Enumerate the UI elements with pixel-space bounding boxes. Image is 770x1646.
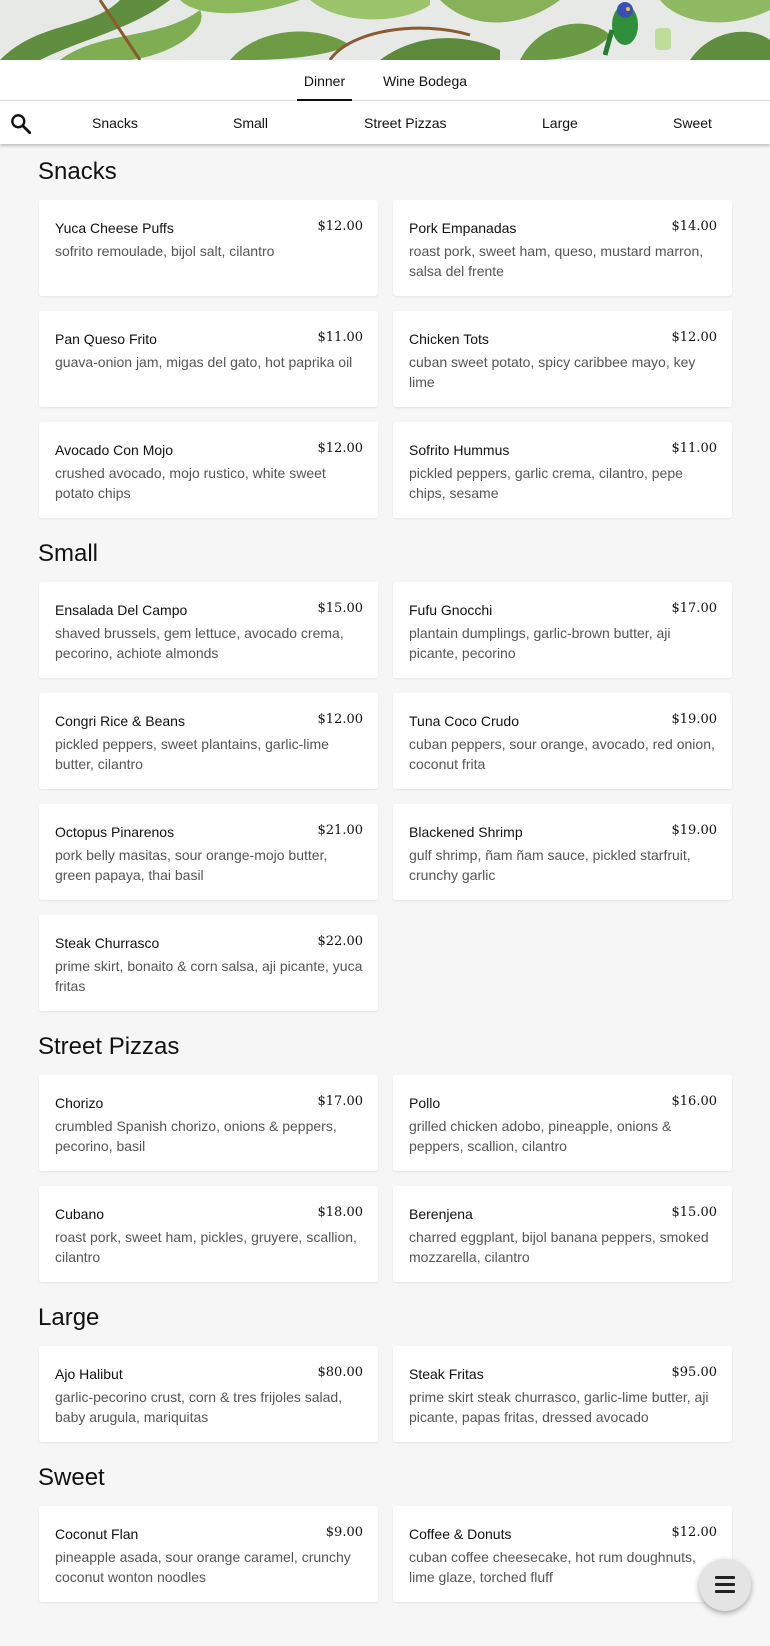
item-price: $12.00 [671,330,717,345]
section-title-street-pizzas: Street Pizzas [38,1033,180,1060]
menu-item-card[interactable] [39,311,378,407]
item-description: prime skirt, bonaito & corn salsa, aji picante, yuca fritas [55,958,363,994]
item-price: $12.00 [317,712,363,727]
item-name: Chorizo [55,1095,104,1111]
item-price: $11.00 [317,330,363,345]
item-price: $17.00 [671,601,717,616]
item-name: Steak Churrasco [55,935,160,951]
category-nav [0,101,770,144]
item-price: $12.00 [317,219,363,234]
item-price: $21.00 [317,823,363,838]
category-link-sweet[interactable]: Sweet [673,115,712,131]
menu-item-card[interactable] [39,1186,378,1282]
section-title-sweet: Sweet [38,1464,105,1491]
item-description: roast pork, sweet ham, pickles, gruyere, scallion, cilantro [55,1229,357,1265]
item-description: garlic-pecorino crust, corn & tres frijoles salad, baby arugula, mariquitas [55,1389,343,1425]
menu-item-card[interactable] [393,1346,732,1442]
item-price: $12.00 [317,441,363,456]
item-price: $95.00 [671,1365,717,1380]
menu-item-card[interactable] [39,582,378,678]
menu-item-card[interactable] [39,422,378,518]
item-name: Pan Queso Frito [55,331,157,347]
menu-item-card[interactable] [393,1506,732,1602]
item-description: plantain dumplings, garlic-brown butter, aji picante, pecorino [409,625,671,661]
item-price: $15.00 [671,1205,717,1220]
item-description: sofrito remoulade, bijol salt, cilantro [55,243,275,259]
item-description: charred eggplant, bijol banana peppers, smoked mozzarella, cilantro [409,1229,709,1265]
menu-item-card[interactable] [39,200,378,296]
item-description: grilled chicken adobo, pineapple, onions & peppers, scallion, cilantro [409,1118,672,1154]
menu-item-card[interactable] [393,1186,732,1282]
item-name: Octopus Pinarenos [55,824,175,840]
item-name: Tuna Coco Crudo [409,713,519,729]
item-name: Blackened Shrimp [409,824,523,840]
item-price: $80.00 [317,1365,363,1380]
item-price: $9.00 [325,1525,363,1540]
item-description: prime skirt steak churrasco, garlic-lime butter, aji picante, papas fritas, dressed avocado [409,1389,709,1425]
search-button[interactable] [8,111,34,137]
item-name: Ajo Halibut [55,1366,123,1382]
category-link-small[interactable]: Small [233,115,269,131]
menu-item-card[interactable] [393,311,732,407]
item-description: crumbled Spanish chorizo, onions & peppers, pecorino, basil [55,1118,337,1154]
menu-item-card[interactable] [393,804,732,900]
item-price: $22.00 [317,934,363,949]
item-name: Pork Empanadas [409,220,517,236]
item-description: crushed avocado, mojo rustico, white sweet potato chips [55,465,326,501]
item-description: gulf shrimp, ñam ñam sauce, pickled starfruit, crunchy garlic [409,847,691,883]
menu-item-card[interactable] [39,693,378,789]
item-name: Yuca Cheese Puffs [55,220,174,236]
item-description: pickled peppers, garlic crema, cilantro, pepe chips, sesame [409,465,683,501]
item-name: Fufu Gnocchi [409,602,493,618]
tab-wine-bodega[interactable]: Wine Bodega [382,73,468,89]
item-description: pineapple asada, sour orange caramel, crunchy coconut wonton noodles [55,1549,351,1585]
menu-item-card[interactable] [393,1075,732,1171]
hero-banner [0,0,770,60]
menu-item-card[interactable] [393,200,732,296]
item-name: Steak Fritas [409,1366,484,1382]
item-description: cuban sweet potato, spicy caribbee mayo, key lime [409,354,696,390]
item-name: Sofrito Hummus [409,442,510,458]
menu-item-card[interactable] [393,693,732,789]
menu-item-card[interactable] [39,1075,378,1171]
item-price: $16.00 [671,1094,717,1109]
item-price: $15.00 [317,601,363,616]
item-name: Berenjena [409,1206,473,1222]
item-name: Coffee & Donuts [409,1526,512,1542]
item-price: $19.00 [671,823,717,838]
category-link-snacks[interactable]: Snacks [92,115,138,131]
item-description: roast pork, sweet ham, queso, mustard marron, salsa del frente [409,243,704,279]
item-name: Ensalada Del Campo [55,602,188,618]
item-name: Coconut Flan [55,1526,139,1542]
item-price: $19.00 [671,712,717,727]
item-description: cuban peppers, sour orange, avocado, red onion, coconut frita [409,736,715,772]
menu-fab-button[interactable] [699,1559,751,1611]
tropical-leaves-image [0,0,770,60]
menu-item-card[interactable] [393,582,732,678]
item-name: Avocado Con Mojo [55,442,174,458]
item-description: cuban coffee cheesecake, hot rum doughnuts, lime glaze, torched fluff [409,1549,696,1585]
item-description: shaved brussels, gem lettuce, avocado crema, pecorino, achiote almonds [55,625,344,661]
section-title-large: Large [38,1304,100,1331]
item-price: $12.00 [671,1525,717,1540]
item-description: pork belly masitas, sour orange-mojo butter, green papaya, thai basil [55,847,328,883]
item-price: $11.00 [671,441,717,456]
item-description: pickled peppers, sweet plantains, garlic-lime butter, cilantro [55,736,329,772]
item-name: Chicken Tots [409,331,489,347]
item-name: Cubano [55,1206,105,1222]
item-description: guava-onion jam, migas del gato, hot paprika oil [55,354,353,370]
menu-item-card[interactable] [39,1506,378,1602]
menu-item-card[interactable] [39,1346,378,1442]
search-icon [8,111,34,137]
item-price: $17.00 [317,1094,363,1109]
item-price: $14.00 [671,219,717,234]
section-title-small: Small [38,540,99,567]
category-link-large[interactable]: Large [542,115,578,131]
menu-tabs [0,60,770,101]
item-price: $18.00 [317,1205,363,1220]
section-title-snacks: Snacks [38,158,117,185]
tab-dinner[interactable]: Dinner [297,60,352,101]
category-link-street-pizzas[interactable]: Street Pizzas [364,115,447,131]
menu-item-card[interactable] [393,422,732,518]
menu-item-card[interactable] [39,804,378,900]
menu-icon [715,1576,735,1593]
menu-item-card[interactable] [39,915,378,1011]
item-name: Congri Rice & Beans [55,713,185,729]
item-name: Pollo [409,1095,441,1111]
